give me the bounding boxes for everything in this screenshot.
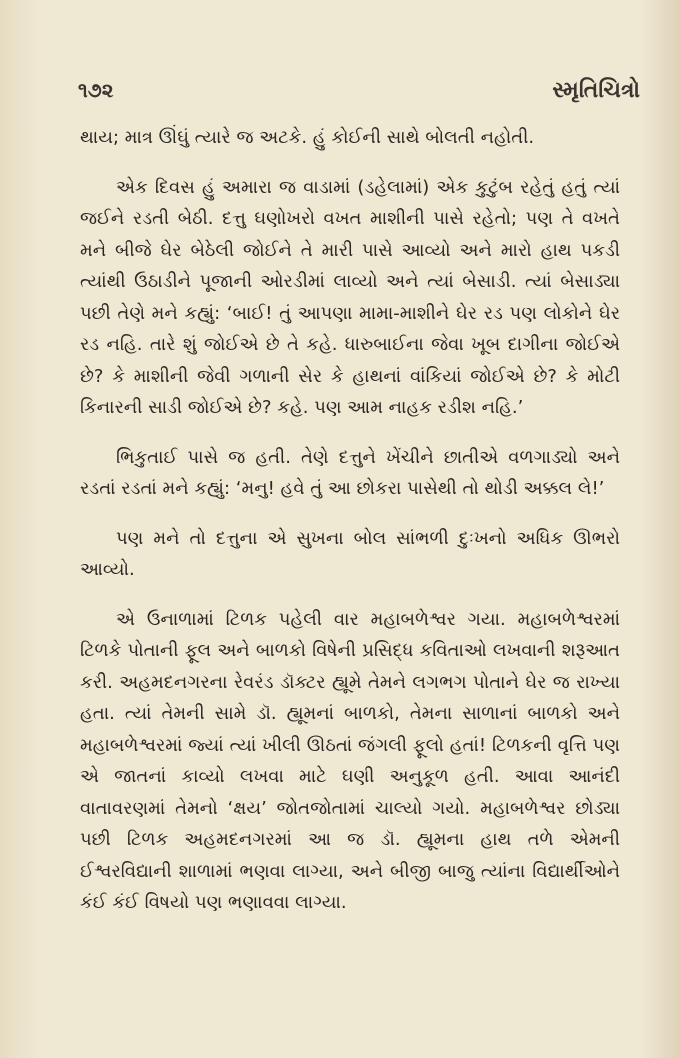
- paragraph-continuation: થાય; માત્ર ઊંઘું ત્યારે જ અટકે. હું કોઈની સાથે બોલતી નહોતી.: [80, 127, 535, 148]
- paragraph-mahabaleshwar: એ ઉનાળામાં ટિળક પહેલી વાર મહાબળેશ્વર ગયા. મહાબળેશ્વરમાં ટિળકે પોતાની ફૂલ અને બાળકો વિષેની પ્રસિદ્ધ કવિતાઓ લખવાની શરૂઆત કરી. અહમદનગરના રેવરંડ ડૉક્ટર હ્યૂમે તેમને લગભગ પોતાને ઘેર જ રાખ્યા હતા. ત્યાં તેમની સામે ડૉ. હ્યૂમનાં બાળકો, તેમના સાળાનાં બાળકો અને મહાબળેશ્વરમાં જ્યાં ત્યાં ખીલી ઊઠતાં જંગલી ફૂલો હતાં! ટિળકની વૃત્તિ પણ એ જાતનાં કાવ્યો લખવા માટે ઘણી અનુકૂળ હતી. આવા આનંદી વાતાવરણમાં તેમનો ‘ક્ષય’ જોતજોતામાં ચાલ્યો ગયો. મહાબળેશ્વર છોડ્યા પછી ટિળક અહમદનગરમાં આ જ ડૉ. હ્યૂમના હાથ તળે એમની ઈશ્વરવિદ્યાની શાળામાં ભણવા લાગ્યા, અને બીજી બાજુ ત્યાંના વિદ્યાર્થીઓને કંઈ કંઈ વિષયો પણ ભણાવવા લાગ્યા.: [80, 608, 620, 913]
- body-text: [80, 122, 620, 937]
- paragraph-dattu-consoles: એક દિવસ હું અમારા જ વાડામાં (ડહેલામાં) એક કુટુંબ રહેતું હતું ત્યાં જઈને રડતી બેઠી. દત્તુ ઘણોખરો વખત માશીની પાસે રહેતો; પણ તે વખતે મને બીજે ઘેર બેઠેલી જોઈને તે મારી પાસે આવ્યો અને મારો હાથ પકડી ત્યાંથી ઉઠાડીને પૂજાની ઓરડીમાં લાવ્યો અને ત્યાં બેસાડી. ત્યાં બેસાડ્યા પછી તેણે મને કહ્યું: ‘બાઈ! તું આપણા મામા-માશીને ઘેર રડ પણ લોકોને ઘેર રડ નહિ. તારે શું જોઈએ છે તે કહે. ધારુબાઈના જેવા ખૂબ દાગીના જોઈએ છે? કે માશીની જેવી ગળાની સેર કે હાથનાં વાંકિયાં જોઈએ છે? કે મોટી કિનારની સાડી જોઈએ છે? કહે. પણ આમ નાહક રડીશ નહિ.’: [80, 176, 620, 418]
- running-title: સ્મૃતિચિત્રો: [552, 78, 640, 103]
- page-header: [78, 78, 640, 112]
- page-number: ૧૭૨: [78, 78, 114, 102]
- paragraph-sorrow: પણ મને તો દત્તુના એ સુખના બોલ સાંભળી દુઃખનો અધિક ઊભરો આવ્યો.: [80, 527, 620, 580]
- paragraph-bhikutai: ભિકુતાઈ પાસે જ હતી. તેણે દત્તુને ખેંચીને છાતીએ વળગાડ્યો અને રડતાં રડતાં મને કહ્યું: ‘મનુ! હવે તું આ છોકરા પાસેથી તો થોડી અક્કલ લે!’: [80, 446, 620, 499]
